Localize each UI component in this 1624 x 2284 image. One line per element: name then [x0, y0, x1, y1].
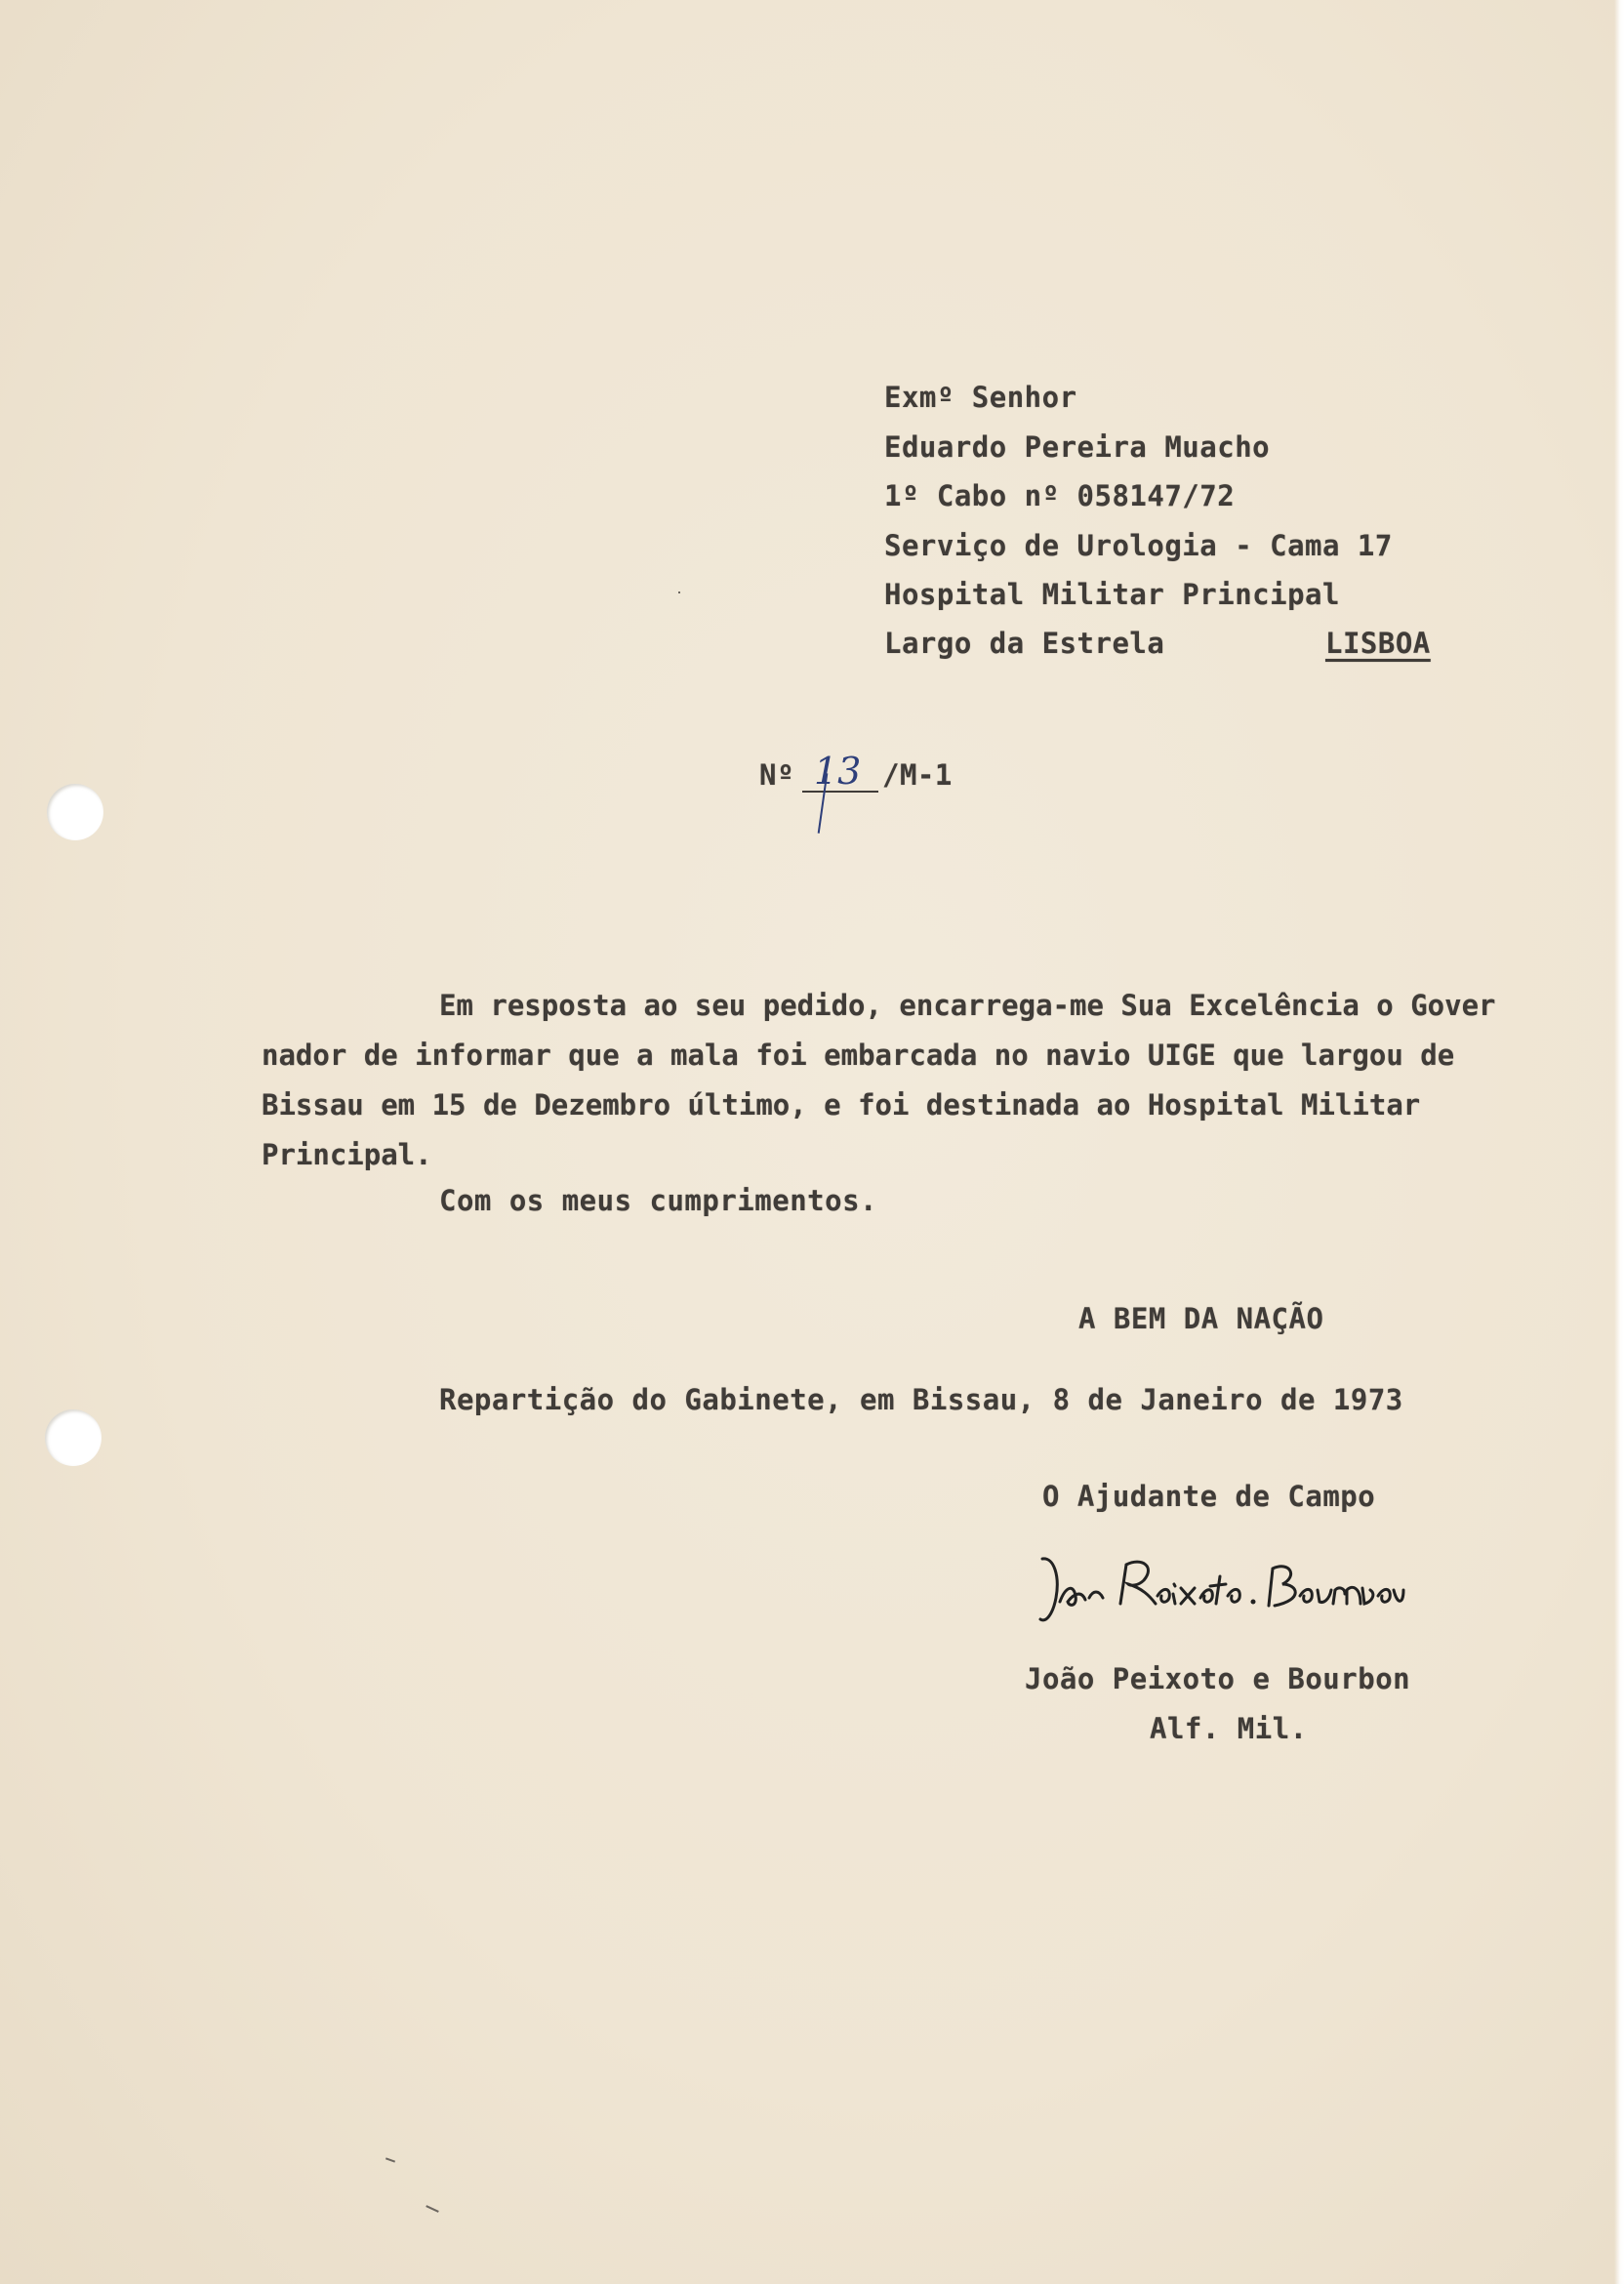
punch-hole-top	[47, 784, 103, 840]
address-rank: 1º Cabo nº 058147/72	[884, 479, 1236, 512]
address-department: Serviço de Urologia - Cama 17	[884, 529, 1393, 562]
address-street: Largo da Estrela	[884, 627, 1165, 660]
body-line: Bissau em 15 de Dezembro último, e foi destinada ao Hospital Militar	[262, 1088, 1421, 1122]
reference-handwritten-number: 13	[814, 750, 862, 793]
closing-line: Com os meus cumprimentos.	[439, 1184, 877, 1217]
signer-name: João Peixoto e Bourbon	[1025, 1662, 1411, 1695]
place-and-date: Repartição do Gabinete, em Bissau, 8 de Janeiro de 1973	[439, 1383, 1403, 1416]
paper-speck	[386, 2157, 395, 2162]
signer-rank: Alf. Mil.	[1150, 1712, 1308, 1745]
reference-prefix: Nº	[759, 758, 794, 792]
handwritten-signature	[1035, 1547, 1405, 1635]
motto: A BEM DA NAÇÃO	[1078, 1302, 1324, 1335]
reference-suffix: /M-1	[882, 758, 953, 792]
reference-number	[759, 750, 974, 832]
paper-edge	[1614, 0, 1624, 2284]
body-line: Em resposta ao seu pedido, encarrega-me Sua Excelência o Gover	[439, 989, 1496, 1022]
address-name: Eduardo Pereira Muacho	[884, 430, 1271, 464]
paper-speck	[678, 591, 680, 593]
punch-hole-bottom	[45, 1409, 102, 1466]
letter-body	[262, 981, 1540, 1180]
signer-role: O Ajudante de Campo	[1042, 1480, 1376, 1513]
address-salutation: Exmº Senhor	[884, 381, 1077, 414]
address-city: LISBOA	[1325, 627, 1431, 660]
body-line: nador de informar que a mala foi embarcada no navio UIGE que largou de	[262, 1039, 1455, 1072]
paper-speck	[426, 2205, 439, 2213]
address-hospital: Hospital Militar Principal	[884, 578, 1340, 611]
body-line: Principal.	[262, 1138, 432, 1171]
